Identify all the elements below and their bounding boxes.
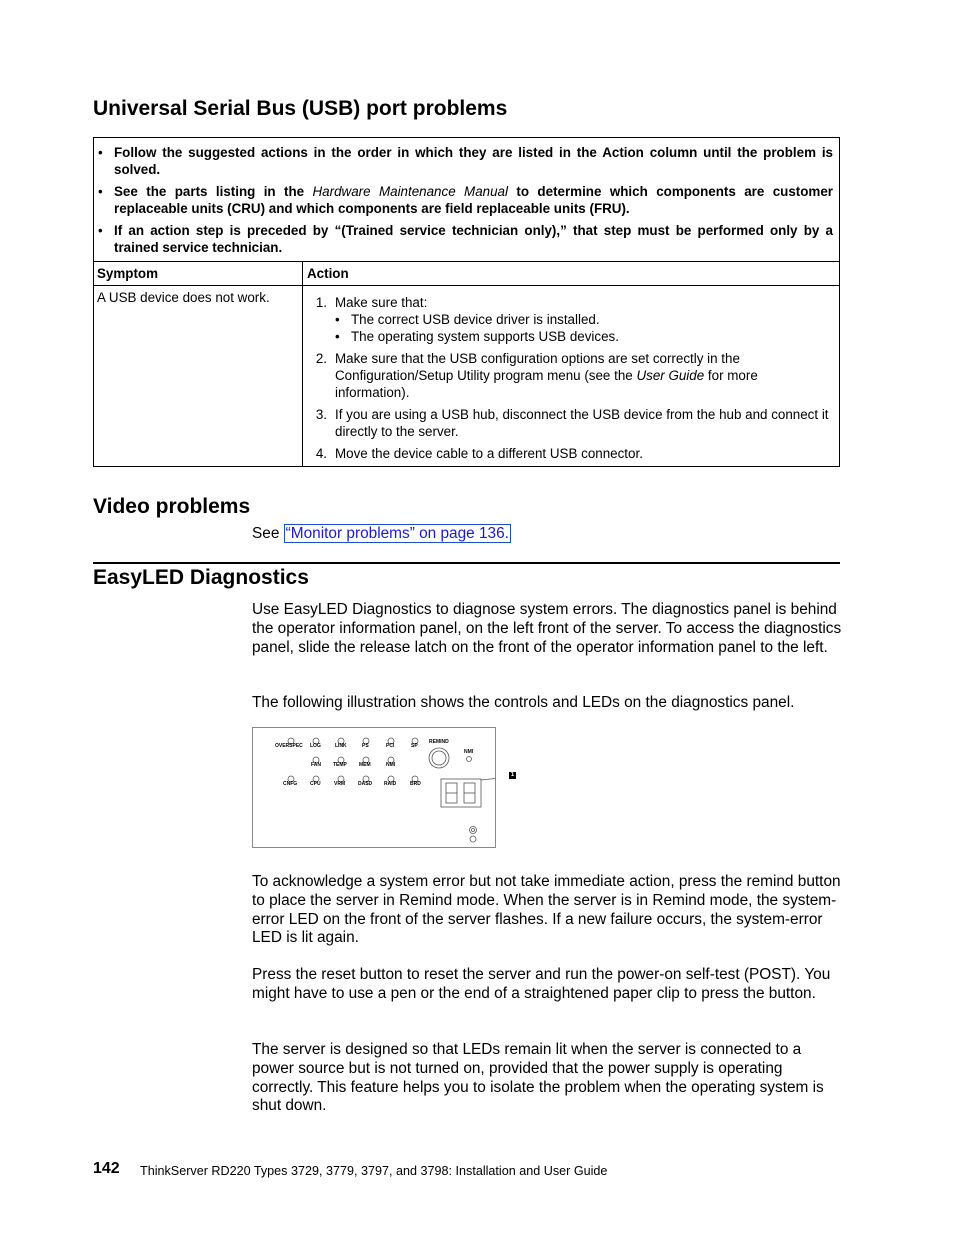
led-label: LOG xyxy=(310,743,321,749)
illustration-lead: The following illustration shows the controls and LEDs on the diagnostics panel. xyxy=(252,694,795,711)
callout-badge: 1 xyxy=(510,772,515,778)
led-label: PCI xyxy=(386,743,395,749)
note-text: If an action step is preceded by “(Trained service technician only),” that step must be performed only by a trained service technician. xyxy=(114,223,833,255)
section-divider xyxy=(93,562,840,564)
easyled-section-title: EasyLED Diagnostics xyxy=(93,566,309,589)
table-header xyxy=(94,262,839,286)
symptom-header: Symptom xyxy=(94,262,303,285)
bullet-icon: • xyxy=(335,312,340,327)
video-see-text: See “Monitor problems” on page 136. xyxy=(252,525,509,542)
action-step: 1. Make sure that: • The correct USB device driver is installed. • The operating system supports USB devices. xyxy=(307,294,831,345)
led-label: SP xyxy=(411,743,418,749)
sub-item: • The correct USB device driver is installed. xyxy=(335,312,600,327)
note-text: See the parts listing in the Hardware Maintenance Manual to determine which components are customer replaceable units (CRU) and which components are field replaceable units (FRU). xyxy=(114,184,833,216)
action-step: 3. If you are using a USB hub, disconnect the USB device from the hub and connect it directly to the server. xyxy=(315,407,829,439)
page-number: 142 xyxy=(93,1160,120,1177)
led-label: NMI xyxy=(386,762,396,768)
video-section-title: Video problems xyxy=(93,495,251,518)
footer-text: ThinkServer RD220 Types 3729, 3779, 3797, and 3798: Installation and User Guide xyxy=(140,1164,608,1178)
bullet-icon: • xyxy=(98,223,103,238)
action-header: Action xyxy=(307,266,349,281)
monitor-problems-link[interactable]: “Monitor problems” on page 136. xyxy=(285,525,509,542)
usb-section-title: Universal Serial Bus (USB) port problems xyxy=(93,97,508,120)
led-label: LINK xyxy=(335,743,347,749)
bullet-icon: • xyxy=(98,184,103,199)
led-label: MEM xyxy=(359,762,371,768)
led-label: BRD xyxy=(410,781,421,787)
action-cell xyxy=(303,286,839,466)
table-notes xyxy=(94,138,839,262)
bullet-icon: • xyxy=(98,145,103,160)
diagnostics-panel-figure xyxy=(252,727,496,848)
symptom-cell: A USB device does not work. xyxy=(94,286,303,466)
action-step: 4. Move the device cable to a different USB connector. xyxy=(315,446,643,461)
led-label: DASD xyxy=(358,781,373,787)
table-row xyxy=(94,286,839,466)
reset-paragraph: Press the reset button to reset the server and run the power-on self-test (POST). You might have to use a pen or the end of a straightened paper clip to press the button. xyxy=(252,966,831,1002)
panel-labels xyxy=(253,728,495,847)
easyled-intro: Use EasyLED Diagnostics to diagnose system errors. The diagnostics panel is behind the operator information panel, on the left front of the server. To access the diagnostics panel, slide the release latch on the front of the operator information panel to the left. xyxy=(252,601,842,656)
note-item xyxy=(98,222,833,256)
usb-problems-table xyxy=(93,137,840,467)
bullet-icon: • xyxy=(335,329,340,344)
led-label: RAID xyxy=(384,781,397,787)
led-label: TEMP xyxy=(333,762,347,768)
remind-paragraph: To acknowledge a system error but not take immediate action, press the remind button to place the server in Remind mode. When the server is in Remind mode, the system-error LED on the front of the server flashes. If a new failure occurs, the system-error LED is lit again. xyxy=(252,873,841,947)
note-item xyxy=(98,183,833,217)
action-step: 2. Make sure that the USB configuration options are set correctly in the Configuration/Setup Utility program menu (see the User Guide for more information). xyxy=(315,351,758,400)
remind-label: REMIND xyxy=(429,739,449,745)
led-label: PS xyxy=(362,743,369,749)
led-label: CNFG xyxy=(283,781,298,787)
led-label: CPU xyxy=(310,781,321,787)
led-label: VRM xyxy=(334,781,346,787)
power-paragraph: The server is designed so that LEDs remain lit when the server is connected to a power source but is not turned on, provided that the power supply is operating correctly. This feature helps you to isolate the problem when the operating system is shut down. xyxy=(252,1041,824,1115)
note-item xyxy=(98,144,833,178)
led-label: FAN xyxy=(311,762,321,768)
sub-item: • The operating system supports USB devices. xyxy=(335,329,619,344)
led-label: OVERSPEC xyxy=(275,743,303,749)
note-text: Follow the suggested actions in the order in which they are listed in the Action column until the problem is solved. xyxy=(114,145,833,177)
nmi-label: NMI xyxy=(464,749,474,755)
